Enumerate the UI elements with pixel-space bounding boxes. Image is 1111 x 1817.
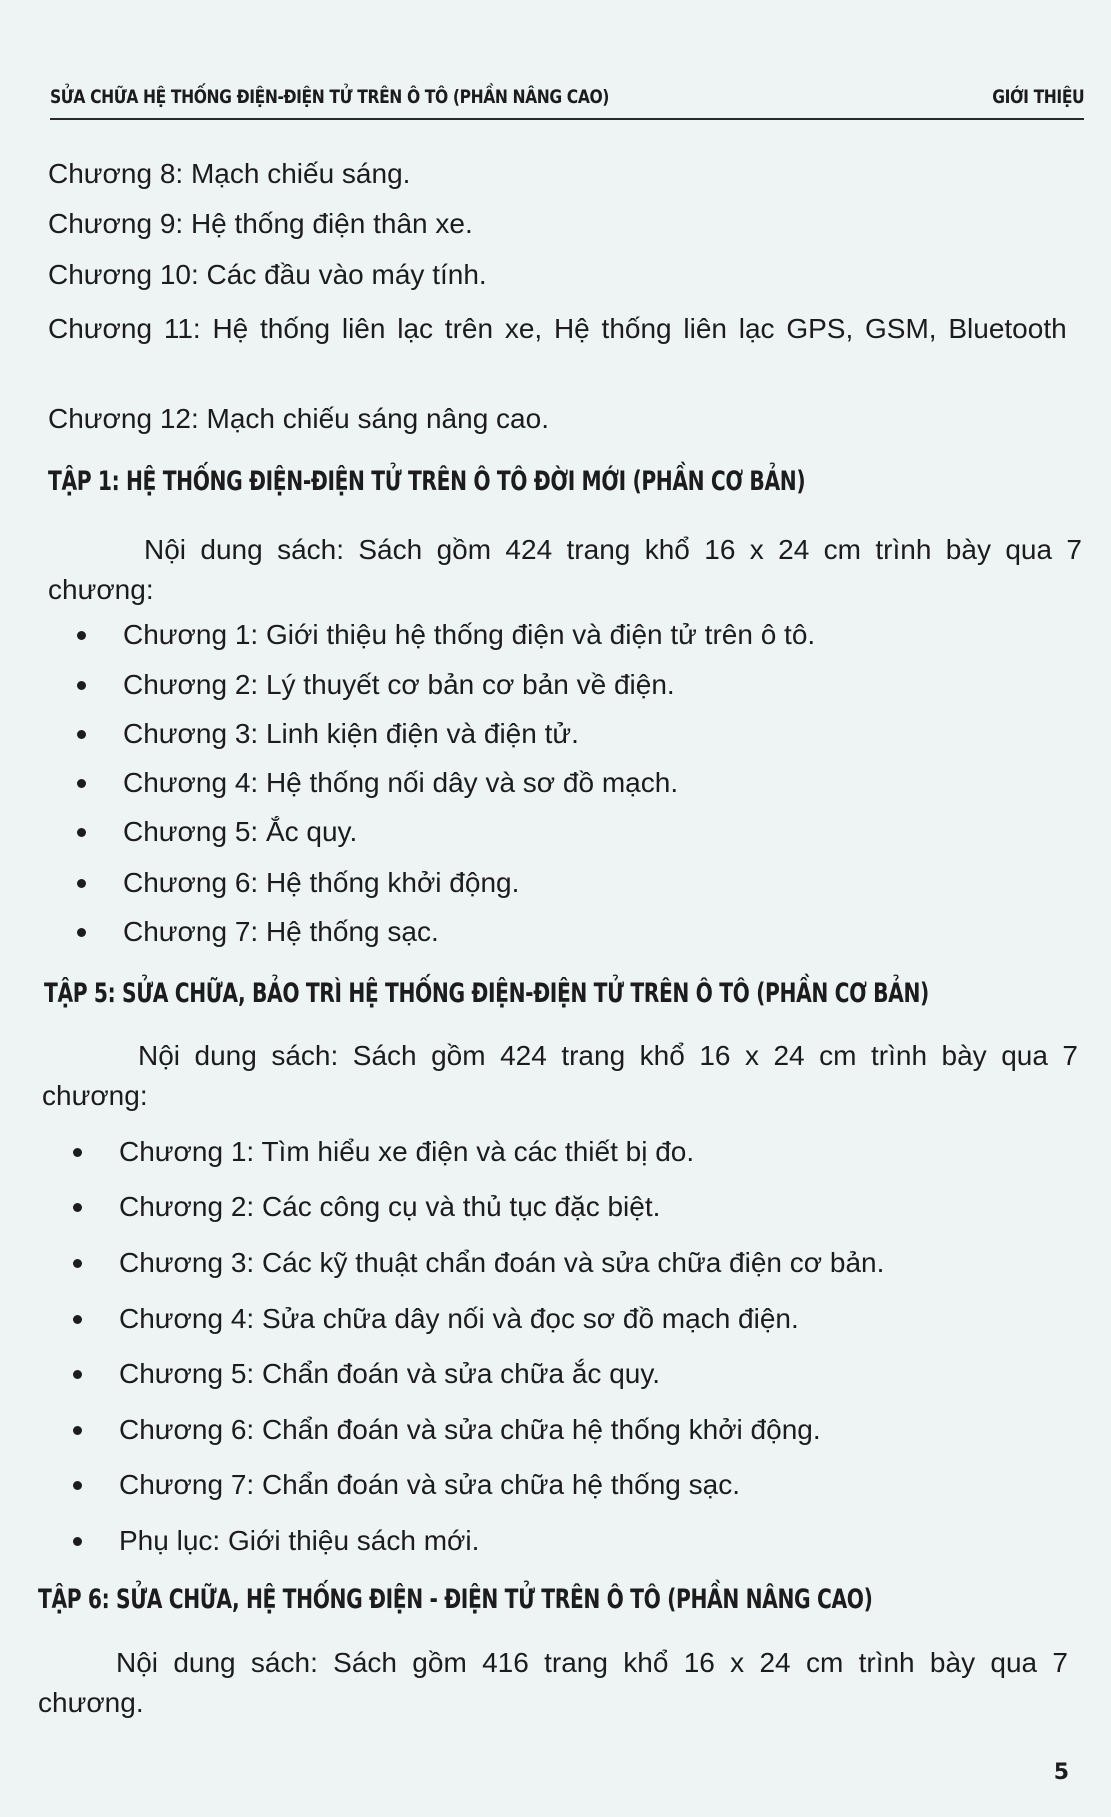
chapter-label: Phụ lục: Giới thiệu sách mới. <box>119 1525 480 1556</box>
list-item <box>119 1190 660 1224</box>
bullet-icon <box>77 879 86 888</box>
running-header-book-title: SỬA CHỮA HỆ THỐNG ĐIỆN-ĐIỆN TỬ TRÊN Ô TÔ (PHẦN NÂNG CAO) <box>50 86 610 108</box>
bullet-icon <box>73 1481 82 1490</box>
list-item <box>123 915 439 949</box>
chapter-label: Chương 3: Các kỹ thuật chẩn đoán và sửa chữa điện cơ bản. <box>119 1247 885 1278</box>
intro-line-chapter-11: Chương 11: Hệ thống liên lạc trên xe, Hệ thống liên lạc GPS, GSM, Bluetooth <box>48 313 1067 344</box>
list-item <box>119 1524 479 1558</box>
bullet-icon <box>77 779 86 788</box>
bullet-icon <box>73 1259 82 1268</box>
running-header <box>50 84 1084 120</box>
volume-1-heading: TẬP 1: HỆ THỐNG ĐIỆN-ĐIỆN TỬ TRÊN Ô TÔ ĐỜI MỚI (PHẦN CƠ BẢN) <box>48 466 806 497</box>
page-number: 5 <box>1053 1760 1069 1785</box>
volume-6-heading: TẬP 6: SỬA CHỮA, HỆ THỐNG ĐIỆN - ĐIỆN TỬ TRÊN Ô TÔ (PHẦN NÂNG CAO) <box>38 1584 873 1615</box>
list-item <box>119 1135 694 1169</box>
list-item <box>123 717 579 751</box>
chapter-label: Chương 6: Chẩn đoán và sửa chữa hệ thống khởi động. <box>119 1414 821 1445</box>
list-item <box>119 1302 799 1336</box>
bullet-icon <box>73 1426 82 1435</box>
list-item <box>119 1468 740 1502</box>
chapter-label: Chương 7: Chẩn đoán và sửa chữa hệ thống sạc. <box>119 1469 740 1500</box>
chapter-label: Chương 3: Linh kiện điện và điện tử. <box>123 718 579 749</box>
chapter-label: Chương 7: Hệ thống sạc. <box>123 916 439 947</box>
chapter-label: Chương 4: Sửa chữa dây nối và đọc sơ đồ mạch điện. <box>119 1303 799 1334</box>
list-item <box>123 866 519 900</box>
chapter-label: Chương 2: Lý thuyết cơ bản cơ bản về điện. <box>123 669 675 700</box>
volume-1-content: Nội dung sách: Sách gồm 424 trang khổ 16 x 24 cm trình bày qua 7 chương: <box>48 534 1082 605</box>
list-item <box>123 668 675 702</box>
intro-line-chapter-12: Chương 12: Mạch chiếu sáng nâng cao. <box>48 403 549 434</box>
list-item <box>123 815 357 849</box>
chapter-label: Chương 2: Các công cụ và thủ tục đặc biệt. <box>119 1191 661 1222</box>
intro-line-chapter-10: Chương 10: Các đầu vào máy tính. <box>48 259 487 290</box>
bullet-icon <box>77 928 86 937</box>
chapter-label: Chương 5: Ắc quy. <box>123 816 358 847</box>
chapter-label: Chương 1: Giới thiệu hệ thống điện và điện tử trên ô tô. <box>123 619 816 650</box>
bullet-icon <box>77 730 86 739</box>
bullet-icon <box>73 1537 82 1546</box>
intro-line-chapter-9: Chương 9: Hệ thống điện thân xe. <box>48 208 473 239</box>
list-item <box>119 1246 884 1280</box>
intro-line-chapter-8: Chương 8: Mạch chiếu sáng. <box>48 158 411 189</box>
bullet-icon <box>73 1148 82 1157</box>
volume-6-content: Nội dung sách: Sách gồm 416 trang khổ 16 x 24 cm trình bày qua 7 chương. <box>38 1647 1068 1718</box>
list-item <box>119 1413 821 1447</box>
volume-5-content: Nội dung sách: Sách gồm 424 trang khổ 16 x 24 cm trình bày qua 7 chương: <box>42 1040 1078 1111</box>
volume-5-heading: TẬP 5: SỬA CHỮA, BẢO TRÌ HỆ THỐNG ĐIỆN-ĐIỆN TỬ TRÊN Ô TÔ (PHẦN CƠ BẢN) <box>44 978 929 1009</box>
chapter-label: Chương 1: Tìm hiểu xe điện và các thiết bị đo. <box>119 1136 695 1167</box>
bullet-icon <box>73 1315 82 1324</box>
bullet-icon <box>77 681 86 690</box>
bullet-icon <box>73 1203 82 1212</box>
list-item <box>123 618 815 652</box>
chapter-label: Chương 5: Chẩn đoán và sửa chữa ắc quy. <box>119 1358 661 1389</box>
list-item <box>123 766 678 800</box>
chapter-label: Chương 6: Hệ thống khởi động. <box>123 867 520 898</box>
chapter-label: Chương 4: Hệ thống nối dây và sơ đồ mạch. <box>123 767 679 798</box>
bullet-icon <box>77 828 86 837</box>
bullet-icon <box>73 1370 82 1379</box>
list-item <box>119 1357 660 1391</box>
bullet-icon <box>77 631 86 640</box>
running-header-section-title: GIỚI THIỆU <box>991 86 1084 108</box>
